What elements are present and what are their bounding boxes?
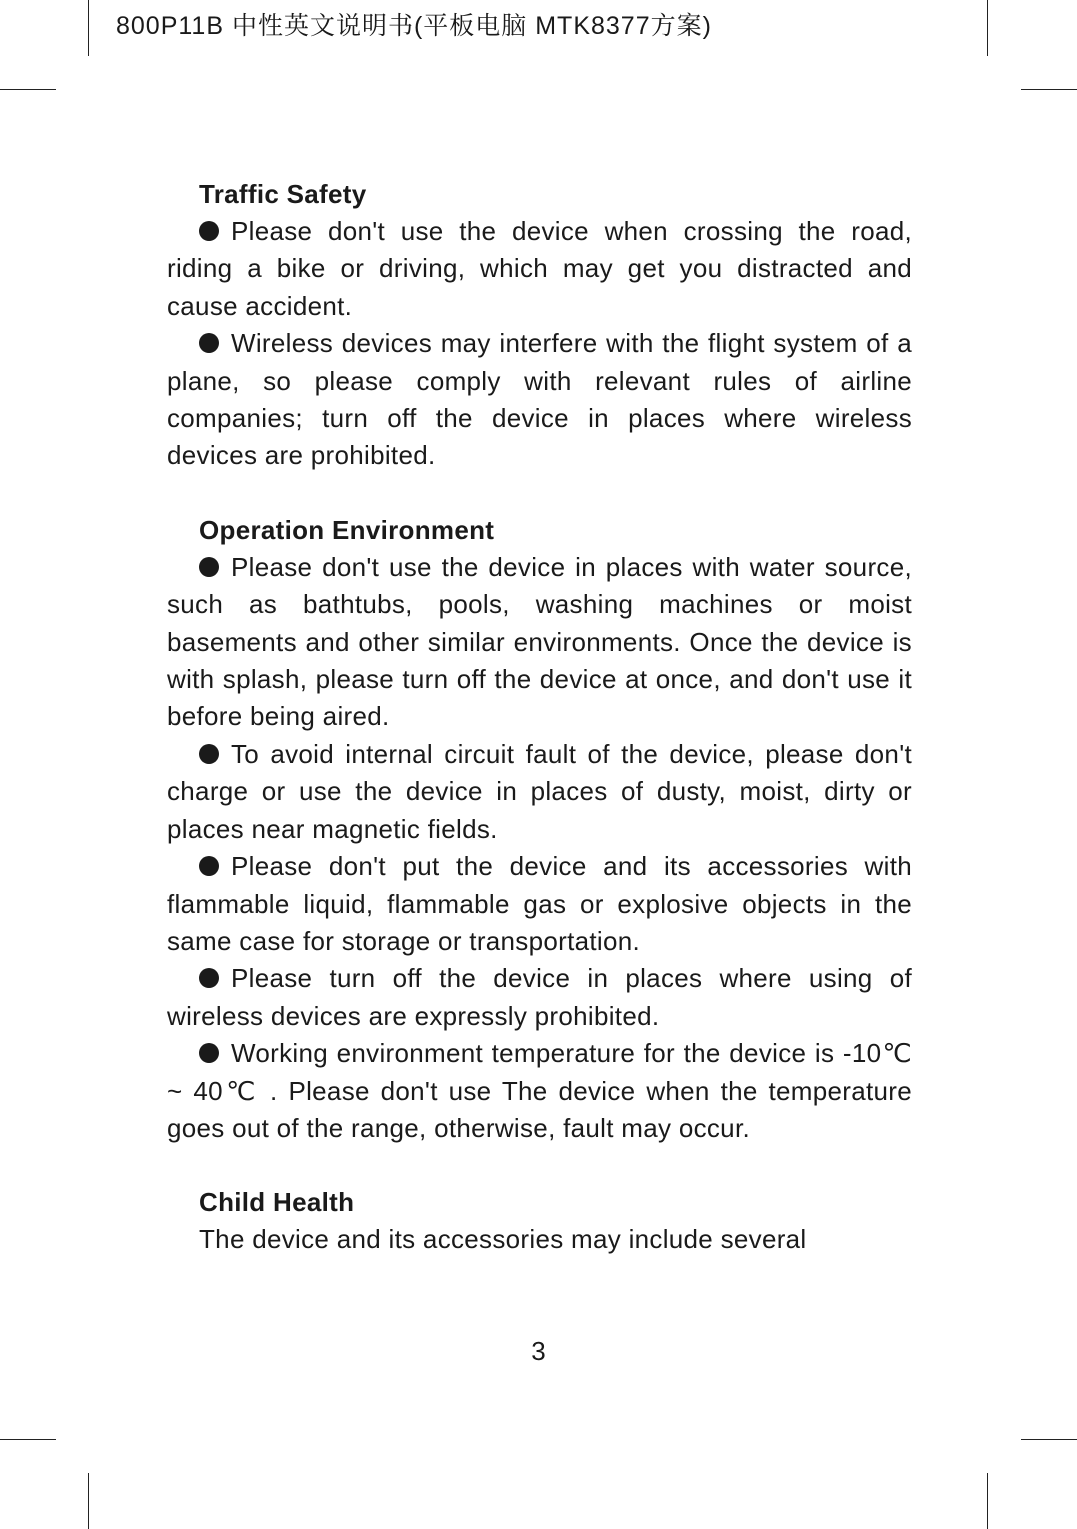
paragraph-text: Wireless devices may interfere with the flight system of a plane, so please comply with relevant rules of airline companies; turn off the device in places where wireless devices are prohibited. xyxy=(167,328,912,471)
crop-mark-bottom-left-horizontal xyxy=(0,1439,56,1440)
paragraph-text: Working environment temperature for the device is -10℃ ~ 40℃ . Please don't use The device when the temperature goes out of the range, otherwise, fault may occur. xyxy=(167,1038,912,1143)
section-title-child-health: Child Health xyxy=(199,1187,355,1218)
paragraph xyxy=(167,848,912,960)
crop-mark-bottom-right-horizontal xyxy=(1021,1439,1077,1440)
paragraph xyxy=(167,736,912,848)
crop-mark-bottom-left-vertical xyxy=(88,1473,89,1529)
crop-mark-bottom-right-vertical xyxy=(987,1473,988,1529)
bullet-icon xyxy=(199,1043,219,1063)
bullet-icon xyxy=(199,856,219,876)
bullet-icon xyxy=(199,221,219,241)
paragraph-text: To avoid internal circuit fault of the device, please don't charge or use the device in places of dusty, moist, dirty or places near magnetic fields. xyxy=(167,738,912,844)
paragraph xyxy=(167,325,912,475)
section-spacer xyxy=(167,1147,912,1184)
page-content xyxy=(167,176,912,1259)
paragraph-text: Please don't use the device in places with water source, such as bathtubs, pools, washing machines or moist basements and other similar environments. Once the device is with splash, please turn off the device at once, and don't use it before being aired. xyxy=(167,551,912,732)
paragraph xyxy=(167,960,912,1035)
bullet-icon xyxy=(199,968,219,988)
paragraph-text: Please don't put the device and its accessories with flammable liquid, flammable gas or explosive objects in the same case for storage or transportation. xyxy=(167,851,912,956)
paragraph-text: Please don't use the device when crossing the road, riding a bike or driving, which may get you distracted and cause accident. xyxy=(167,216,912,321)
paragraph xyxy=(167,1221,912,1258)
paragraph xyxy=(167,213,912,325)
document-header-title: 800P11B 中性英文说明书(平板电脑 MTK8377方案) xyxy=(116,12,712,40)
bullet-icon xyxy=(199,557,219,577)
bullet-icon xyxy=(199,333,219,353)
bullet-icon xyxy=(199,744,219,764)
section-spacer xyxy=(167,475,912,512)
crop-mark-top-right-vertical xyxy=(987,0,988,56)
paragraph xyxy=(167,549,912,736)
section-title-traffic-safety: Traffic Safety xyxy=(199,179,367,209)
paragraph-text: Please turn off the device in places where using of wireless devices are expressly prohibited. xyxy=(167,963,912,1031)
crop-mark-top-left-horizontal xyxy=(0,89,56,90)
crop-mark-top-right-horizontal xyxy=(1021,89,1077,90)
section-title-operation-environment: Operation Environment xyxy=(199,514,495,545)
paragraph-text: The device and its accessories may include several xyxy=(199,1224,807,1255)
paragraph xyxy=(167,1035,912,1147)
page-number: 3 xyxy=(531,1336,546,1366)
crop-mark-top-left-vertical xyxy=(88,0,89,56)
